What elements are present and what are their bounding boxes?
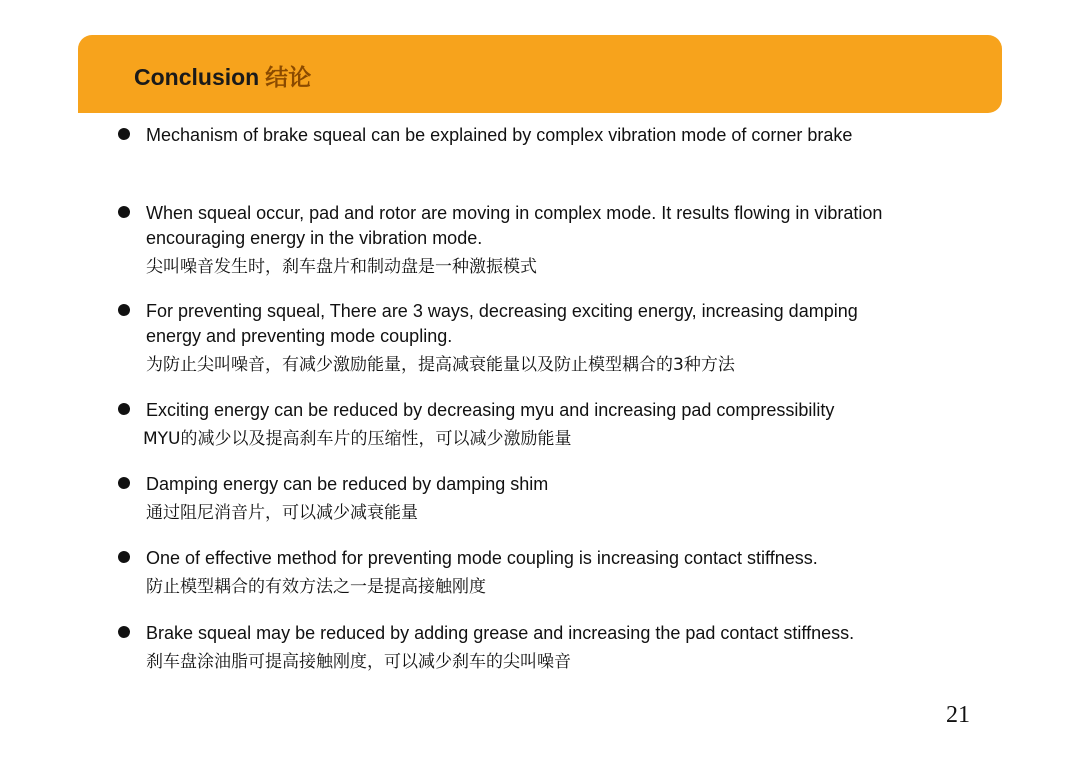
bullet-text-cn: 防止模型耦合的有效方法之一是提高接触刚度 [146,577,486,597]
bullet-text-cn: 为防止尖叫噪音，有减少激励能量，提高减衰能量以及防止模型耦合的3种方法 [146,355,735,375]
bullet-item [146,472,1006,527]
bullet-text-cn: 通过阻尼消音片，可以减少减衰能量 [146,503,418,523]
bullet-dot-icon [118,128,130,140]
title-chinese: 结论 [265,64,312,90]
bullet-item [146,201,1006,281]
bullet-item [146,123,1006,148]
bullet-item [143,398,1006,453]
bullet-dot-icon [118,403,130,415]
bullet-item [146,546,1006,601]
bullet-text-en: Damping energy can be reduced by damping shim [146,474,549,494]
bullet-text-en: One of effective method for preventing mode coupling is increasing contact stiffness. [146,548,818,568]
bullet-text-en: For preventing squeal, There are 3 ways, decreasing exciting energy, increasing damping energy and preventing mode coupling. [146,301,858,346]
bullet-item [146,299,1006,379]
bullet-text-en: Mechanism of brake squeal can be explained by complex vibration mode of corner brake [146,125,853,145]
page-number: 21 [946,702,970,728]
bullet-dot-icon [118,477,130,489]
bullet-dot-icon [118,304,130,316]
title-english: Conclusion [134,64,260,90]
bullet-text-en: When squeal occur, pad and rotor are moving in complex mode. It results flowing in vibration encouraging energy in the vibration mode. [146,203,883,248]
bullet-text-cn: 刹车盘涂油脂可提高接触刚度，可以减少刹车的尖叫噪音 [146,652,571,672]
bullet-text-en: Exciting energy can be reduced by decreasing myu and increasing pad compressibility [146,400,835,420]
bullet-text-cn: 尖叫噪音发生时，刹车盘片和制动盘是一种激振模式 [146,257,537,277]
bullet-dot-icon [118,551,130,563]
bullet-item [146,621,1006,676]
bullet-dot-icon [118,626,130,638]
bullet-text-cn: MYU的减少以及提高刹车片的压缩性，可以减少激励能量 [143,429,572,449]
bullet-dot-icon [118,206,130,218]
bullet-text-en: Brake squeal may be reduced by adding grease and increasing the pad contact stiffness. [146,623,855,643]
